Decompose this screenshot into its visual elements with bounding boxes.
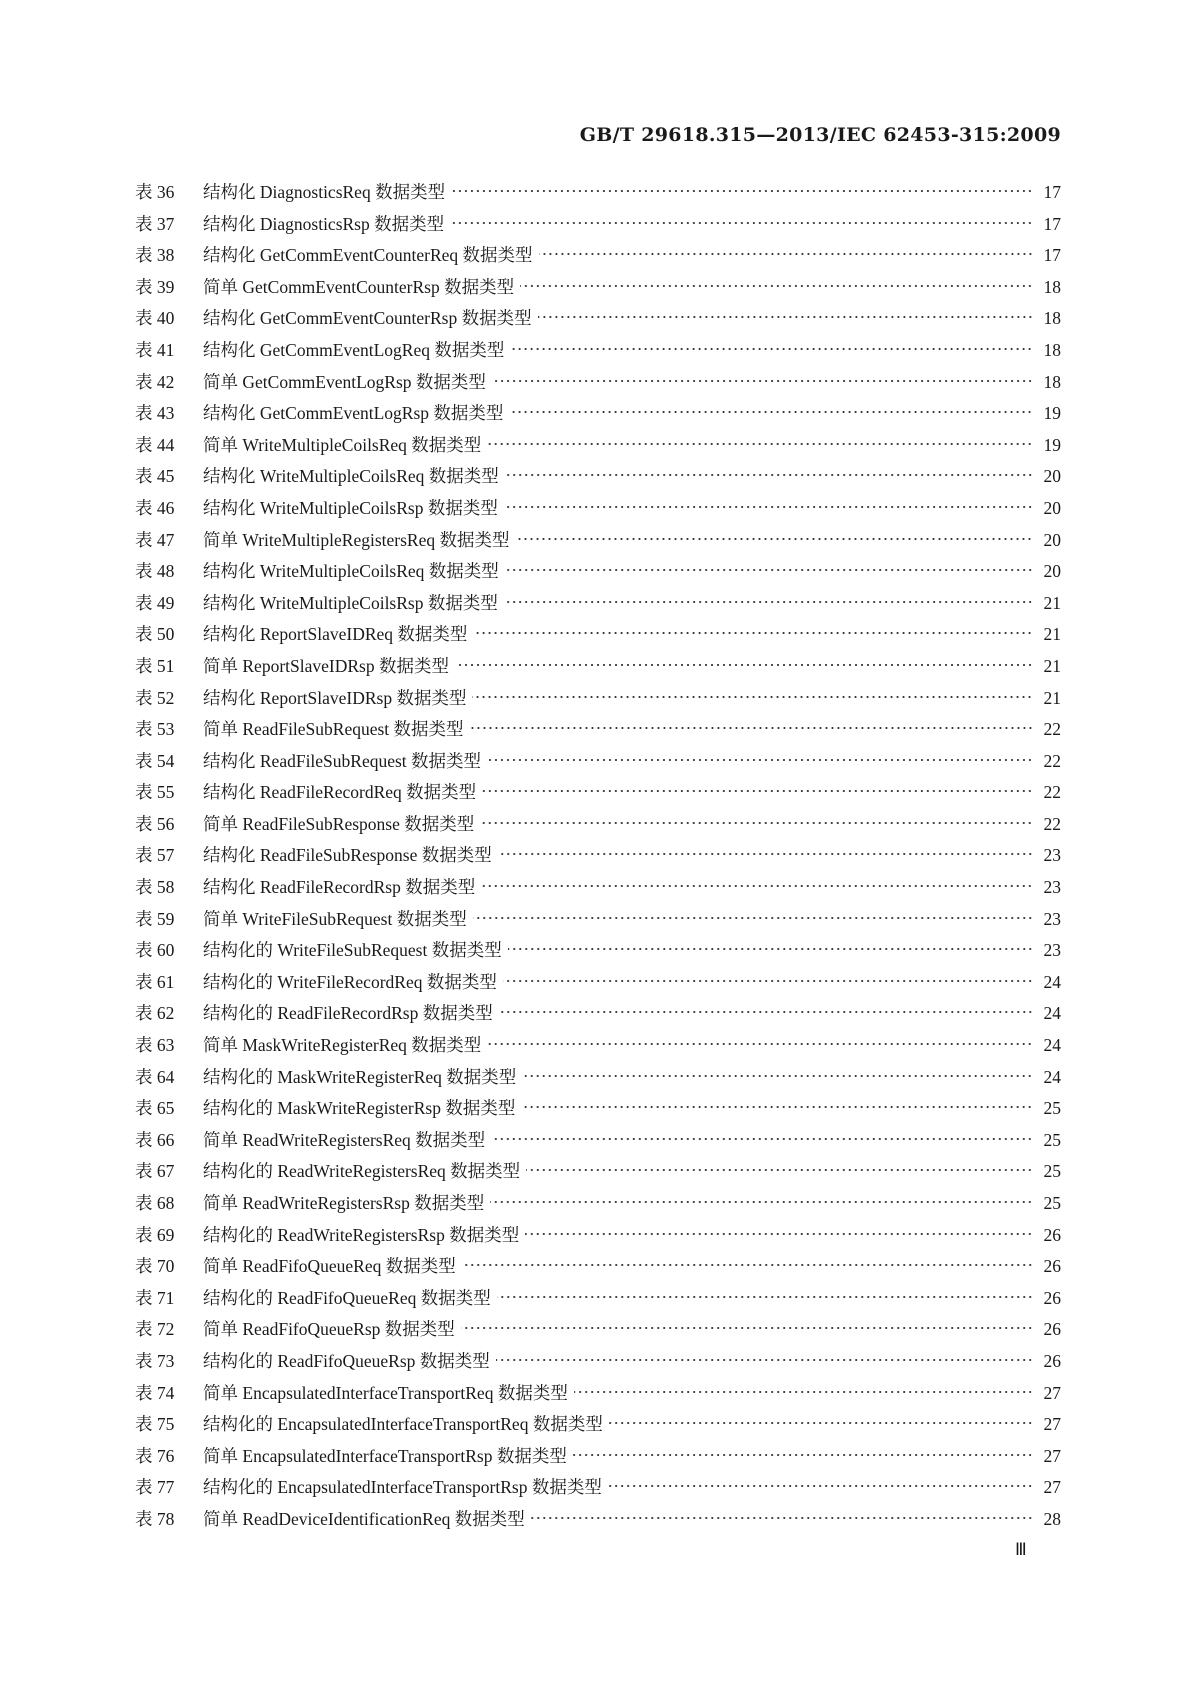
- toc-entry-title: 结构化的 WriteFileRecordReq 数据类型: [203, 971, 497, 992]
- toc-dot-leader: [470, 725, 1033, 731]
- toc-entry-title: 结构化 ReadFileRecordRsp 数据类型: [203, 877, 476, 898]
- toc-entry-title: 简单 EncapsulatedInterfaceTransportReq 数据类型: [203, 1382, 568, 1403]
- toc-entry-title: 简单 ReadDeviceIdentificationReq 数据类型: [203, 1508, 525, 1529]
- toc-dot-leader: [496, 1357, 1033, 1363]
- toc-dot-leader: [574, 1389, 1033, 1395]
- toc-entry[interactable]: [135, 748, 1061, 780]
- toc-entry-label: 表 46: [135, 497, 175, 518]
- toc-dot-leader: [497, 1294, 1033, 1300]
- toc-entry-page: 25: [1043, 1193, 1061, 1213]
- toc-entry-label: 表 70: [135, 1256, 175, 1277]
- toc-entry-page: 23: [1043, 877, 1061, 898]
- toc-entry-page: 19: [1043, 434, 1061, 455]
- toc-dot-leader: [499, 1009, 1033, 1015]
- toc-dot-leader: [487, 757, 1033, 763]
- toc-entry-title: 结构化 DiagnosticsRsp 数据类型: [203, 213, 445, 234]
- toc-entry-label: 表 42: [135, 371, 175, 392]
- toc-entry-page: 24: [1043, 971, 1061, 992]
- toc-entry[interactable]: [135, 305, 1061, 337]
- toc-entry[interactable]: [135, 369, 1061, 401]
- page-number: Ⅲ: [1015, 1540, 1027, 1559]
- toc-entry-label: 表 39: [135, 276, 175, 297]
- toc-entry[interactable]: [135, 906, 1061, 938]
- toc-entry-page: 18: [1043, 276, 1061, 297]
- toc-entry-page: 21: [1043, 655, 1061, 676]
- toc-entry-page: 27: [1043, 1477, 1061, 1498]
- toc-entry-label: 表 78: [135, 1508, 175, 1529]
- toc-dot-leader: [487, 441, 1033, 447]
- toc-entry-label: 表 76: [135, 1445, 175, 1466]
- toc-dot-leader: [492, 378, 1033, 384]
- toc-entry[interactable]: [135, 653, 1061, 685]
- toc-entry-label: 表 55: [135, 782, 175, 803]
- toc-entry[interactable]: [135, 1032, 1061, 1064]
- toc-entry[interactable]: [135, 811, 1061, 843]
- toc-entry-title: 结构化 ReportSlaveIDRsp 数据类型: [203, 687, 467, 708]
- toc-entry-title: 结构化的 MaskWriteRegisterRsp 数据类型: [203, 1098, 516, 1119]
- toc-entry-title: 结构化 GetCommEventCounterReq 数据类型: [203, 245, 533, 266]
- toc-entry-label: 表 57: [135, 845, 175, 866]
- toc-entry[interactable]: [135, 874, 1061, 906]
- toc-entry[interactable]: [135, 1253, 1061, 1285]
- toc-entry-title: 简单 ReportSlaveIDRsp 数据类型: [203, 655, 449, 676]
- toc-entry-title: 结构化 WriteMultipleCoilsRsp 数据类型: [203, 592, 498, 613]
- toc-entry-page: 19: [1043, 403, 1061, 424]
- toc-entry[interactable]: [135, 1190, 1061, 1222]
- toc-entry-title: 结构化的 EncapsulatedInterfaceTransportRsp 数据类型: [203, 1477, 602, 1498]
- toc-entry-page: 23: [1043, 845, 1061, 866]
- toc-entry-title: 结构化 ReadFileSubResponse 数据类型: [203, 845, 492, 866]
- toc-entry-title: 简单 EncapsulatedInterfaceTransportRsp 数据类型: [203, 1445, 567, 1466]
- toc-entry-label: 表 65: [135, 1098, 175, 1119]
- toc-dot-leader: [510, 346, 1033, 352]
- toc-entry[interactable]: [135, 1000, 1061, 1032]
- toc-dot-leader: [504, 599, 1033, 605]
- toc-entry[interactable]: [135, 558, 1061, 590]
- toc-dot-leader: [608, 1483, 1033, 1489]
- toc-entry[interactable]: [135, 716, 1061, 748]
- toc-entry-title: 结构化的 ReadFifoQueueReq 数据类型: [203, 1287, 491, 1308]
- toc-entry-title: 结构化 ReadFileRecordReq 数据类型: [203, 782, 477, 803]
- toc-entry-page: 20: [1043, 529, 1061, 550]
- toc-entry[interactable]: [135, 842, 1061, 874]
- toc-dot-leader: [504, 504, 1033, 510]
- toc-dot-leader: [487, 1041, 1033, 1047]
- toc-entry-title: 结构化 WriteMultipleCoilsReq 数据类型: [203, 466, 499, 487]
- toc-entry-title: 简单 WriteMultipleCoilsReq 数据类型: [203, 434, 482, 455]
- toc-entry[interactable]: [135, 937, 1061, 969]
- toc-entry-page: 21: [1043, 592, 1061, 613]
- toc-dot-leader: [473, 915, 1033, 921]
- toc-entry-page: 17: [1043, 182, 1061, 202]
- toc-entry-page: 26: [1043, 1224, 1061, 1245]
- toc-entry-label: 表 51: [135, 655, 175, 676]
- toc-dot-leader: [481, 883, 1033, 889]
- toc-entry-label: 表 38: [135, 245, 175, 266]
- toc-dot-leader: [522, 1073, 1033, 1079]
- toc-entry-label: 表 40: [135, 308, 175, 329]
- toc-entry-label: 表 56: [135, 813, 175, 834]
- toc-entry-title: 结构化的 ReadWriteRegistersRsp 数据类型: [203, 1224, 520, 1245]
- toc-entry-label: 表 63: [135, 1035, 175, 1056]
- toc-entry[interactable]: [135, 1506, 1061, 1538]
- toc-entry-page: 28: [1043, 1508, 1061, 1529]
- toc-entry-title: 结构化的 ReadFileRecordRsp 数据类型: [203, 1003, 493, 1024]
- toc-entry-page: 20: [1043, 497, 1061, 518]
- toc-entry-page: 18: [1043, 339, 1061, 360]
- toc-entry[interactable]: [135, 1222, 1061, 1254]
- toc-entry-page: 26: [1043, 1350, 1061, 1371]
- toc-dot-leader: [480, 820, 1033, 826]
- toc-entry-label: 表 64: [135, 1066, 175, 1087]
- toc-entry-label: 表 53: [135, 719, 175, 740]
- toc-entry-page: 25: [1043, 1129, 1061, 1150]
- toc-entry-title: 简单 ReadWriteRegistersRsp 数据类型: [203, 1193, 485, 1213]
- toc-dot-leader: [505, 567, 1033, 573]
- toc-entry-title: 结构化 ReportSlaveIDReq 数据类型: [203, 624, 468, 645]
- toc-dot-leader: [451, 188, 1033, 194]
- toc-dot-leader: [573, 1452, 1033, 1458]
- toc-entry-label: 表 43: [135, 403, 175, 424]
- toc-entry-label: 表 44: [135, 434, 175, 455]
- toc-entry-page: 24: [1043, 1035, 1061, 1056]
- toc-entry[interactable]: [135, 1158, 1061, 1190]
- toc-entry[interactable]: [135, 779, 1061, 811]
- toc-entry[interactable]: [135, 527, 1061, 559]
- toc-entry-label: 表 69: [135, 1224, 175, 1245]
- document-header: GB/T 29618.315—2013/IEC 62453-315:2009: [579, 124, 1061, 146]
- toc-dot-leader: [472, 694, 1033, 700]
- toc-dot-leader: [482, 788, 1033, 794]
- toc-entry-title: 结构化的 EncapsulatedInterfaceTransportReq 数据类型: [203, 1414, 603, 1435]
- toc-entry[interactable]: [135, 274, 1061, 306]
- toc-entry[interactable]: [135, 1443, 1061, 1475]
- toc-entry[interactable]: [135, 1064, 1061, 1096]
- toc-entry-title: 简单 WriteMultipleRegistersReq 数据类型: [203, 529, 510, 550]
- toc-entry-label: 表 62: [135, 1003, 175, 1024]
- toc-entry-label: 表 58: [135, 877, 175, 898]
- toc-entry-page: 22: [1043, 782, 1061, 803]
- toc-dot-leader: [490, 1199, 1033, 1205]
- toc-entry-page: 21: [1043, 687, 1061, 708]
- toc-entry-title: 结构化 WriteMultipleCoilsReq 数据类型: [203, 561, 499, 582]
- toc-entry-label: 表 66: [135, 1129, 175, 1150]
- toc-dot-leader: [526, 1167, 1033, 1173]
- toc-entry-title: 结构化 GetCommEventLogReq 数据类型: [203, 339, 505, 360]
- toc-entry-title: 结构化的 ReadFifoQueueRsp 数据类型: [203, 1350, 490, 1371]
- toc-entry-page: 18: [1043, 371, 1061, 392]
- toc-dot-leader: [473, 630, 1033, 636]
- toc-entry[interactable]: [135, 1316, 1061, 1348]
- toc-entry-label: 表 67: [135, 1161, 175, 1182]
- toc-entry-page: 27: [1043, 1445, 1061, 1466]
- toc-entry-label: 表 61: [135, 971, 175, 992]
- toc-entry-page: 25: [1043, 1161, 1061, 1182]
- toc-entry[interactable]: [135, 1095, 1061, 1127]
- toc-dot-leader: [531, 1515, 1033, 1521]
- toc-entry-title: 简单 GetCommEventCounterRsp 数据类型: [203, 276, 515, 297]
- toc-entry-title: 结构化 ReadFileSubRequest 数据类型: [203, 750, 482, 771]
- toc-entry-label: 表 48: [135, 561, 175, 582]
- toc-entry[interactable]: [135, 432, 1061, 464]
- toc-entry-page: 23: [1043, 908, 1061, 929]
- toc-entry-label: 表 36: [135, 182, 175, 202]
- toc-entry-label: 表 73: [135, 1350, 175, 1371]
- toc-entry-page: 27: [1043, 1414, 1061, 1435]
- toc-dot-leader: [498, 851, 1033, 857]
- toc-dot-leader: [461, 1325, 1033, 1331]
- toc-entry-label: 表 75: [135, 1414, 175, 1435]
- toc-dot-leader: [491, 1136, 1033, 1142]
- toc-entry-page: 24: [1043, 1066, 1061, 1087]
- toc-entry[interactable]: [135, 179, 1061, 211]
- toc-entry[interactable]: [135, 211, 1061, 243]
- toc-entry-title: 简单 ReadFileSubRequest 数据类型: [203, 719, 464, 740]
- toc-entry-title: 简单 MaskWriteRegisterReq 数据类型: [203, 1035, 482, 1056]
- toc-entry-title: 结构化 GetCommEventCounterRsp 数据类型: [203, 308, 532, 329]
- toc-entry-title: 结构化的 WriteFileSubRequest 数据类型: [203, 940, 502, 961]
- toc-dot-leader: [520, 283, 1033, 289]
- toc-entry-label: 表 45: [135, 466, 175, 487]
- toc-entry-label: 表 72: [135, 1319, 175, 1340]
- toc-entry-page: 22: [1043, 719, 1061, 740]
- toc-entry-title: 简单 ReadFileSubResponse 数据类型: [203, 813, 475, 834]
- toc-entry[interactable]: [135, 685, 1061, 717]
- toc-entry-label: 表 41: [135, 339, 175, 360]
- toc-entry-title: 简单 GetCommEventLogRsp 数据类型: [203, 371, 486, 392]
- toc-entry[interactable]: [135, 621, 1061, 653]
- toc-dot-leader: [455, 662, 1033, 668]
- toc-dot-leader: [503, 978, 1033, 984]
- toc-dot-leader: [509, 409, 1033, 415]
- toc-entry-title: 结构化的 ReadWriteRegistersReq 数据类型: [203, 1161, 521, 1182]
- toc-dot-leader: [539, 251, 1033, 257]
- toc-entry-label: 表 77: [135, 1477, 175, 1498]
- toc-entry-page: 18: [1043, 308, 1061, 329]
- toc-entry-label: 表 52: [135, 687, 175, 708]
- toc-dot-leader: [450, 220, 1033, 226]
- toc-entry[interactable]: [135, 400, 1061, 432]
- toc-entry-label: 表 47: [135, 529, 175, 550]
- toc-entry[interactable]: [135, 1348, 1061, 1380]
- toc-entry-title: 简单 ReadFifoQueueRsp 数据类型: [203, 1319, 455, 1340]
- toc-entry-page: 26: [1043, 1256, 1061, 1277]
- toc-entry-page: 26: [1043, 1287, 1061, 1308]
- toc-entry-page: 20: [1043, 561, 1061, 582]
- toc-entry-page: 22: [1043, 813, 1061, 834]
- toc-entry-label: 表 60: [135, 940, 175, 961]
- toc-entry-page: 25: [1043, 1098, 1061, 1119]
- toc-entry-label: 表 49: [135, 592, 175, 613]
- toc-entry-page: 21: [1043, 624, 1061, 645]
- toc-dot-leader: [515, 536, 1033, 542]
- table-of-contents: [135, 179, 1061, 1538]
- toc-entry-title: 简单 ReadFifoQueueReq 数据类型: [203, 1256, 456, 1277]
- toc-entry-page: 24: [1043, 1003, 1061, 1024]
- toc-entry-label: 表 59: [135, 908, 175, 929]
- toc-entry-page: 23: [1043, 940, 1061, 961]
- toc-entry-page: 26: [1043, 1319, 1061, 1340]
- toc-entry[interactable]: [135, 495, 1061, 527]
- toc-entry-label: 表 50: [135, 624, 175, 645]
- toc-entry-page: 22: [1043, 750, 1061, 771]
- toc-entry-title: 简单 ReadWriteRegistersReq 数据类型: [203, 1129, 486, 1150]
- toc-entry[interactable]: [135, 1285, 1061, 1317]
- toc-entry-title: 结构化 DiagnosticsReq 数据类型: [203, 182, 446, 202]
- toc-entry-page: 27: [1043, 1382, 1061, 1403]
- toc-entry[interactable]: [135, 1474, 1061, 1506]
- toc-entry-label: 表 37: [135, 213, 175, 234]
- toc-entry[interactable]: [135, 969, 1061, 1001]
- toc-entry[interactable]: [135, 590, 1061, 622]
- toc-entry-page: 17: [1043, 245, 1061, 266]
- toc-entry[interactable]: [135, 463, 1061, 495]
- toc-dot-leader: [525, 1231, 1033, 1237]
- toc-entry-label: 表 54: [135, 750, 175, 771]
- toc-dot-leader: [538, 314, 1033, 320]
- toc-entry[interactable]: [135, 1411, 1061, 1443]
- toc-entry-label: 表 71: [135, 1287, 175, 1308]
- toc-dot-leader: [609, 1420, 1033, 1426]
- toc-entry[interactable]: [135, 337, 1061, 369]
- toc-entry-page: 20: [1043, 466, 1061, 487]
- toc-dot-leader: [462, 1262, 1033, 1268]
- toc-entry[interactable]: [135, 1380, 1061, 1412]
- toc-dot-leader: [508, 946, 1033, 952]
- toc-entry-title: 结构化 WriteMultipleCoilsRsp 数据类型: [203, 497, 498, 518]
- toc-entry-title: 结构化的 MaskWriteRegisterReq 数据类型: [203, 1066, 517, 1087]
- toc-entry[interactable]: [135, 242, 1061, 274]
- toc-entry-title: 结构化 GetCommEventLogRsp 数据类型: [203, 403, 504, 424]
- toc-dot-leader: [521, 1104, 1033, 1110]
- toc-dot-leader: [505, 472, 1033, 478]
- toc-entry-page: 17: [1043, 213, 1061, 234]
- toc-entry-label: 表 74: [135, 1382, 175, 1403]
- toc-entry[interactable]: [135, 1127, 1061, 1159]
- toc-entry-label: 表 68: [135, 1193, 175, 1213]
- toc-entry-title: 简单 WriteFileSubRequest 数据类型: [203, 908, 467, 929]
